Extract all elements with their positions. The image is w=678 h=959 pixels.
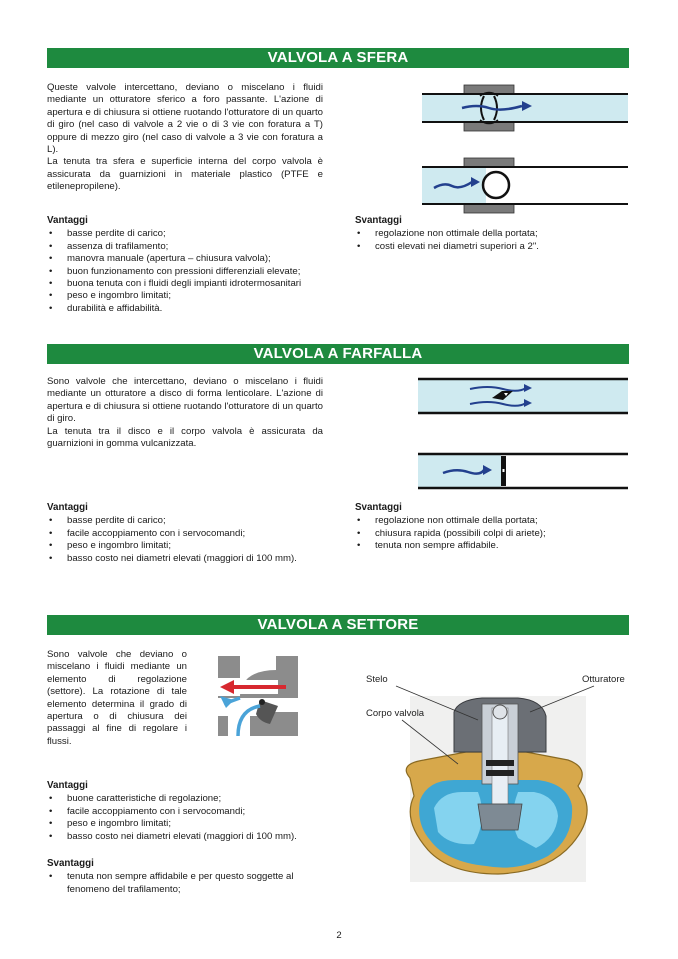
list-item: • buona tenuta con i fluidi degli impianti idrotermosanitari (47, 278, 347, 290)
settore-vantaggi-title: Vantaggi (47, 780, 88, 791)
label-stelo: Stelo (366, 674, 388, 685)
list-item: • regolazione non ottimale della portata; (355, 515, 625, 527)
list-item: • basso costo nei diametri elevati (maggiori di 100 mm). (47, 831, 347, 843)
butterfly-valve-closed (418, 454, 628, 488)
farfalla-svantaggi (355, 502, 625, 553)
farfalla-svantaggi-title: Svantaggi (355, 502, 402, 513)
butterfly-valve-diagram (418, 376, 630, 491)
label-corpo-valvola: Corpo valvola (366, 708, 425, 719)
list-item: • basse perdite di carico; (47, 228, 347, 240)
list-item: • peso e ingombro limitati; (47, 818, 347, 830)
sfera-description (47, 82, 323, 194)
sector-valve-cutaway (358, 668, 623, 886)
list-item: • tenuta non sempre affidabile e per questo soggette al fenomeno del trafilamento; (47, 871, 327, 896)
sfera-svantaggi (355, 215, 625, 253)
list-item: • assenza di trafilamento; (47, 241, 347, 253)
settore-svantaggi (47, 858, 327, 896)
sfera-para-2: La tenuta tra sfera e superficie interna del corpo valvola è assicurata da guarnizioni in materiale plastico (PTFE e etilenepropilene). (47, 156, 323, 193)
section-title-farfalla: VALVOLA A FARFALLA (47, 344, 629, 364)
sector-valve-schematic (218, 656, 300, 738)
list-item: • manovra manuale (apertura – chiusura valvola); (47, 253, 347, 265)
list-item: • basse perdite di carico; (47, 515, 347, 527)
list-item: • buone caratteristiche di regolazione; (47, 793, 347, 805)
page-number: 2 (336, 930, 342, 941)
farfalla-vantaggi-title: Vantaggi (47, 502, 88, 513)
sfera-vantaggi (47, 215, 347, 315)
sfera-svantaggi-title: Svantaggi (355, 215, 402, 226)
settore-description (47, 649, 187, 748)
section-title-settore: VALVOLA A SETTORE (47, 615, 629, 635)
farfalla-para-2: La tenuta tra il disco e il corpo valvola è assicurata da guarnizioni in gomma vulcanizzata. (47, 425, 323, 450)
ball-valve-diagram (422, 85, 630, 225)
ball-valve-open (422, 85, 628, 131)
list-item: • tenuta non sempre affidabile. (355, 540, 625, 552)
sfera-vantaggi-title: Vantaggi (47, 215, 88, 226)
farfalla-para-1: Sono valvole che intercettano, deviano o miscelano i fluidi mediante un otturatore a disco di forma lenticolare. L'azione di apertura e di chiusura si ottiene ruotando l'otturatore di un quarto di giro. (47, 376, 323, 425)
list-item: • facile accoppiamento con i servocomandi; (47, 528, 347, 540)
list-item: • buon funzionamento con pressioni differenziali elevate; (47, 266, 347, 278)
list-item: • costi elevati nei diametri superiori a 2". (355, 241, 625, 253)
section-title-sfera: VALVOLA A SFERA (47, 48, 629, 68)
list-item: • chiusura rapida (possibili colpi di ariete); (355, 528, 625, 540)
list-item: • facile accoppiamento con i servocomandi; (47, 806, 347, 818)
butterfly-valve-open (418, 379, 628, 413)
list-item: • regolazione non ottimale della portata; (355, 228, 625, 240)
settore-svantaggi-title: Svantaggi (47, 858, 94, 869)
list-item: • peso e ingombro limitati; (47, 290, 347, 302)
ball-valve-closed (422, 158, 628, 213)
sfera-para-1: Queste valvole intercettano, deviano o miscelano i fluidi mediante un otturatore sferico a foro passante. L'azione di apertura e di chiusura si ottiene ruotando l'otturatore di un quarto di giro (nel caso di valvole a 2 vie o di 3 vie con foratura a T) oppure di mezzo giro (nel caso di valvole a 3 vie con foratura a L). (47, 82, 323, 156)
farfalla-description (47, 376, 323, 450)
label-otturatore: Otturatore (582, 674, 625, 685)
list-item: • durabilità e affidabilità. (47, 303, 347, 315)
settore-para-1: Sono valvole che deviano o miscelano i fluidi mediante un elemento di regolazione (settore). La rotazione di tale elemento determina il grado di apertura o di chiusura dei passaggi al fine di regolare i flussi. (47, 649, 187, 747)
settore-vantaggi (47, 780, 347, 843)
list-item: • basso costo nei diametri elevati (maggiori di 100 mm). (47, 553, 347, 565)
farfalla-vantaggi (47, 502, 347, 565)
list-item: • peso e ingombro limitati; (47, 540, 347, 552)
